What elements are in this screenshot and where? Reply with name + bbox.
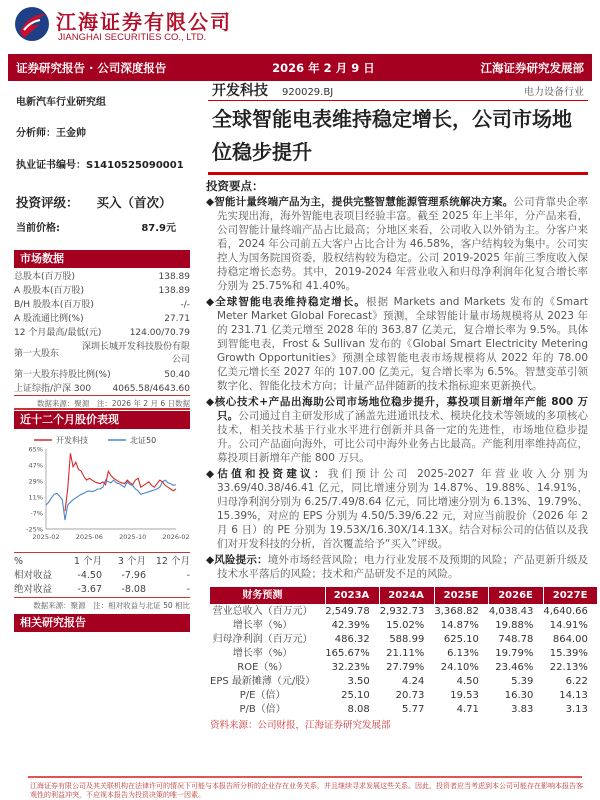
table-cell: 748.78: [498, 633, 534, 645]
bullet-diamond-icon: ◆: [206, 296, 216, 308]
performance-cell: 相对收益: [14, 570, 53, 581]
table-header-cell: 2024A: [380, 587, 435, 604]
price-chart: [18, 432, 190, 550]
key-point: [206, 395, 588, 465]
performance-cell: -: [186, 570, 190, 581]
table-header-cell: 2026E: [489, 587, 544, 604]
x-tick-label: 2025-10: [119, 533, 147, 541]
table-cell: 增长率（%）: [232, 619, 293, 631]
rating: [16, 193, 192, 211]
logo-company-en: JIANGHAI SECURITIES CO., LTD.: [58, 32, 207, 43]
table-cell: 42.39%: [331, 619, 370, 631]
market-data-value: 138.89: [158, 272, 190, 282]
table-row: [210, 702, 598, 716]
price-value: 87.9元: [141, 223, 176, 234]
divider: [208, 100, 588, 101]
table-header-cell: 2023A: [325, 587, 380, 604]
table-header-cell: 2027E: [543, 587, 598, 604]
market-data-header: 市场数据: [14, 250, 190, 268]
key-points-title: 投资要点：: [206, 179, 264, 193]
key-point: [206, 553, 588, 581]
table-cell: 3.50: [347, 675, 370, 687]
bullet-diamond-icon: ◆: [206, 196, 215, 208]
report-body: [206, 179, 588, 733]
table-cell: 15.02%: [386, 619, 425, 631]
table-cell: 32.23%: [331, 661, 370, 673]
table-cell: 19.79%: [495, 647, 534, 659]
table-cell: 3.83: [511, 703, 534, 715]
disclaimer: 江海证券有限公司及其关联机构在法律许可的情况下可能与本报告所分析的企业存在业务关系，并且继续寻求发展这些关系。因此，投资者应当考虑到本公司可能存在影响本报告客观性的利益冲突，不应视本报告为投资决策的唯一因素。: [30, 782, 583, 799]
table-cell: 6.22: [565, 675, 588, 687]
table-cell: 19.53: [450, 689, 479, 701]
table-cell: 23.46%: [495, 661, 534, 673]
table-cell: 4,640.66: [543, 605, 588, 617]
key-point-heading: 智能计量终端产品为主，提供完整智慧能源管理系统解决方案。: [214, 196, 514, 208]
key-point-text: 我们预计公司 2025-2027 年营业收入分别为 33.69/40.38/46.41 亿元，同比增速分别为 14.87%、19.88%、14.91%，归母净利润分别为 6.25/7.49/8.64 亿元，同比增速分别为 6.13%、19.79%、15.39%，对应的 EPS 分别为 4.50/5.39/6.22 元，对应当前股价（2026 年 2 月 6 日）的 PE 分别为 19.53X/16.30X/14.13X。结合对标公司的估值以及我们对开发科技的分析，首次覆盖给予“买入”评级。: [217, 468, 589, 550]
legend-label: 开发科技: [56, 436, 88, 445]
market-data-key: 上证综指/沪深 300: [14, 384, 92, 394]
table-row: [210, 632, 598, 646]
table-cell: 165.67%: [325, 647, 370, 659]
performance-cell: -: [186, 584, 190, 595]
market-data-row: [14, 382, 190, 396]
divider: [208, 172, 588, 175]
table-cell: 27.79%: [386, 661, 425, 673]
table-cell: 归母净利润（百万元）: [212, 633, 313, 645]
table-cell: 14.87%: [440, 619, 479, 631]
key-point-text: 公司通过自主研发形成了涵盖先进通讯技术、模块化技术等领域的多项核心技术，相关技术基于行业水平进行创新并具备一定的先进性，市场地位稳步提升。公司产品面向海外，可比公司中海外业务占比最高。产能利用率维持高位，募投项目新增年产能 800 万只。: [217, 410, 589, 464]
market-data-value: 124.00/70.79: [129, 328, 190, 338]
table-cell: 20.73: [395, 689, 425, 701]
market-data-row: [14, 298, 190, 312]
table-cell: 15.39%: [549, 647, 588, 659]
table-source: 资料来源：公司财报，江海证券研究发展部: [210, 720, 391, 731]
table-row: [210, 674, 598, 688]
y-tick-label: -7%: [30, 509, 43, 518]
price-label: 当前价格:: [16, 223, 60, 234]
market-data-row: [14, 340, 190, 368]
market-data-value: 深圳长城开发科技股份有限公司: [81, 342, 190, 365]
report-dept: 江海证券研究发展部: [480, 60, 584, 75]
performance-cell: -8.08: [121, 584, 146, 595]
key-point: [206, 467, 588, 551]
table-cell: 486.32: [334, 633, 370, 645]
key-point: [206, 195, 588, 293]
table-cell: P/E（倍）: [239, 689, 286, 701]
market-data-key: A 股股本(百万股): [14, 286, 85, 296]
table-row: [210, 660, 598, 674]
performance-note: 数据来源：聚源 注：相对收益与北证 50 相比: [33, 601, 190, 610]
x-tick-label: 2026-02: [162, 533, 190, 541]
price-performance-header: 近十二个月股价表现: [14, 411, 190, 429]
footer-divider: [28, 776, 582, 778]
market-data-note: 数据来源：聚源 注：2026 年 2 月 6 日数据: [36, 399, 190, 408]
series-line-bz50: [46, 480, 176, 520]
table-cell: 6.13%: [447, 647, 479, 659]
table-cell: 5.39: [511, 675, 534, 687]
analyst-name: 王金帅: [56, 128, 86, 139]
key-point-heading: 全球智能电表维持稳定增长。: [215, 296, 366, 308]
x-tick-label: 2025-06: [75, 533, 103, 541]
report-title: 全球智能电表维持稳定增长，公司市场地位稳步提升: [212, 107, 572, 164]
performance-cell: 1 个月: [73, 556, 102, 567]
table-cell: 19.88%: [495, 619, 534, 631]
table-header-cell: 财务预测: [210, 587, 325, 604]
performance-cell: -4.50: [77, 570, 102, 581]
key-point-heading: 风险提示：: [214, 554, 268, 566]
research-group: 电新汽车行业研究组: [16, 97, 106, 108]
bullet-diamond-icon: ◆: [206, 554, 215, 566]
performance-cell: -3.67: [77, 584, 102, 595]
price: [16, 219, 176, 234]
table-cell: 14.13: [559, 689, 588, 701]
table-cell: 4.50: [456, 675, 479, 687]
y-tick-label: 47%: [28, 461, 43, 470]
market-data-value: 138.89: [158, 286, 190, 296]
table-header-cell: 2025E: [434, 587, 489, 604]
related-reports-header: 相关研究报告: [14, 614, 190, 632]
report-header-bar: [8, 54, 592, 81]
y-tick-label: 65%: [28, 445, 43, 454]
table-cell: EPS 最新摊薄（元/股）: [210, 675, 316, 687]
table-cell: 3.13: [565, 703, 588, 715]
table-cell: 864.00: [552, 633, 588, 645]
divider: [14, 395, 190, 396]
y-tick-label: 11%: [28, 493, 43, 502]
market-data-key: 12 个月最高/最低(元): [14, 328, 102, 338]
table-cell: 5.77: [402, 703, 425, 715]
analyst: [16, 124, 192, 139]
stock-code: 920029.BJ: [282, 87, 334, 98]
table-cell: 增长率（%）: [232, 647, 293, 659]
table-cell: 3,368.82: [434, 605, 479, 617]
table-cell: 625.10: [443, 633, 479, 645]
market-data-key: 总股本(百万股): [14, 272, 76, 282]
performance-cell: -7.96: [121, 570, 146, 581]
table-cell: 2,549.78: [325, 605, 370, 617]
market-data-value: -/-: [180, 300, 190, 310]
bullet-diamond-icon: ◆: [206, 468, 218, 480]
rating-value: 买入（首次）: [96, 195, 172, 210]
performance-row: [14, 583, 190, 597]
divider: [14, 597, 190, 598]
legend-label: 北证50: [130, 436, 157, 445]
series-line-kfkj: [65, 453, 176, 511]
table-row: [210, 604, 598, 618]
table-row: [210, 618, 598, 632]
table-cell: 8.08: [347, 703, 370, 715]
report-date: 2026 年 2 月 9 日: [272, 60, 375, 75]
key-point-heading: 估值和投资建议：: [217, 468, 328, 480]
performance-header-row: [14, 555, 190, 569]
market-data-value: 27.71: [164, 314, 190, 324]
table-cell: 4,038.43: [488, 605, 534, 617]
market-data-row: [14, 326, 190, 340]
performance-table: [14, 555, 190, 597]
analyst-label: 分析师：: [16, 128, 56, 139]
company-logo-icon: [14, 6, 50, 42]
performance-row: [14, 569, 190, 583]
market-data-value: 4065.58/4643.60: [112, 384, 190, 394]
table-cell: 22.13%: [549, 661, 588, 673]
table-cell: 14.91%: [549, 619, 588, 631]
industry: 电力设备行业: [524, 87, 584, 98]
market-data-row: [14, 312, 190, 326]
market-data-row: [14, 368, 190, 382]
market-data-key: B/H 股股本(百万股): [14, 300, 94, 310]
key-point-text: 公司背靠央企率先实现出海，海外智能电表项目经验丰富。截至 2025 年上半年，分产品来看，公司智能计量终端产品占比最高；分地区来看，公司收入以外销为主。分客户来看，2024 年公司前五大客户占比合计为 46.58%，客户结构较为集中。公司实控人为国务院国资委，股权结构较为稳定。公司 2019-2025 年前三季度收入保持稳定增长态势。其中，2019-2024 年营业收入和归母净利润年化复合增长率分别为 25.75%和 41.40%。: [217, 196, 589, 292]
table-cell: 25.10: [341, 689, 370, 701]
table-cell: 营业总收入（百万元）: [212, 605, 313, 617]
cert-number: S1410525090001: [86, 160, 184, 171]
table-cell: 4.24: [402, 675, 425, 687]
report-type: 证券研究报告 · 公司深度报告: [16, 60, 167, 75]
performance-cell: %: [14, 556, 24, 567]
cert-label: 执业证书编号：: [16, 160, 86, 171]
bullet-diamond-icon: ◆: [206, 396, 215, 408]
key-point-text: 境外市场经营风险；电力行业发展不及预期的风险；产品更新升级及技术水平落后的风险；技术和产品研发不足的风险。: [217, 554, 589, 580]
table-cell: 24.10%: [440, 661, 479, 673]
y-tick-label: 29%: [28, 477, 43, 486]
financial-forecast-table: [210, 587, 598, 716]
table-row: [210, 688, 598, 702]
table-cell: 16.30: [504, 689, 534, 701]
y-tick-label: -25%: [26, 525, 43, 534]
rating-label: 投资评级：: [16, 195, 79, 210]
table-row: [210, 646, 598, 660]
performance-cell: 12 个月: [155, 556, 190, 567]
table-cell: ROE（%）: [237, 661, 288, 673]
stock-header: [212, 80, 584, 98]
market-data-row: [14, 270, 190, 284]
table-cell: 4.71: [456, 703, 479, 715]
performance-cell: 3 个月: [117, 556, 146, 567]
divider: [14, 408, 190, 410]
logo-company-cn: 江海证券有限公司: [56, 10, 232, 34]
market-data-row: [14, 284, 190, 298]
table-cell: 588.99: [389, 633, 425, 645]
table-header-row: [210, 587, 598, 604]
market-data-key: 第一大股东持股比例(%): [14, 370, 111, 380]
stock-name: 开发科技: [212, 83, 268, 99]
cert: [16, 156, 192, 171]
market-data-table: [14, 270, 190, 396]
market-data-key: A 股流通比例(%): [14, 314, 84, 324]
market-data-key: 第一大股东: [14, 349, 60, 359]
divider: [14, 552, 190, 553]
key-point: [206, 295, 588, 393]
table-cell: 2,932.73: [379, 605, 425, 617]
key-point-text: 根据 Markets and Markets 发布的《Smart Meter Market Global Forecast》预测，全球智能计量市场规模将从 2023 年的 231.71 亿美元增至 2028 年的 363.87 亿美元，复合增长率为 9.5%。具体到智能电表，Frost & Sullivan 发布的《Global Smart Electricity Metering Growth Opportunities》预测全球智能电表市场规模将从 2022 年的 78.00 亿美元增长至 2027 年的 107.00 亿美元，复合增长率为 6.5%。智慧变革引领数字化、智能化技术方向；计量产品伴随新的技术指标迎来更新换代。: [217, 296, 589, 392]
key-point-heading: 核心技术+产品出海助公司市场地位稳步提升，募投项目新增年产能 800 万只。: [214, 396, 589, 422]
x-tick-label: 2025-02: [32, 533, 60, 541]
table-cell: 21.11%: [386, 647, 425, 659]
market-data-value: 50.40: [164, 370, 190, 380]
performance-cell: 绝对收益: [14, 584, 53, 595]
table-cell: P/B（倍）: [239, 703, 286, 715]
